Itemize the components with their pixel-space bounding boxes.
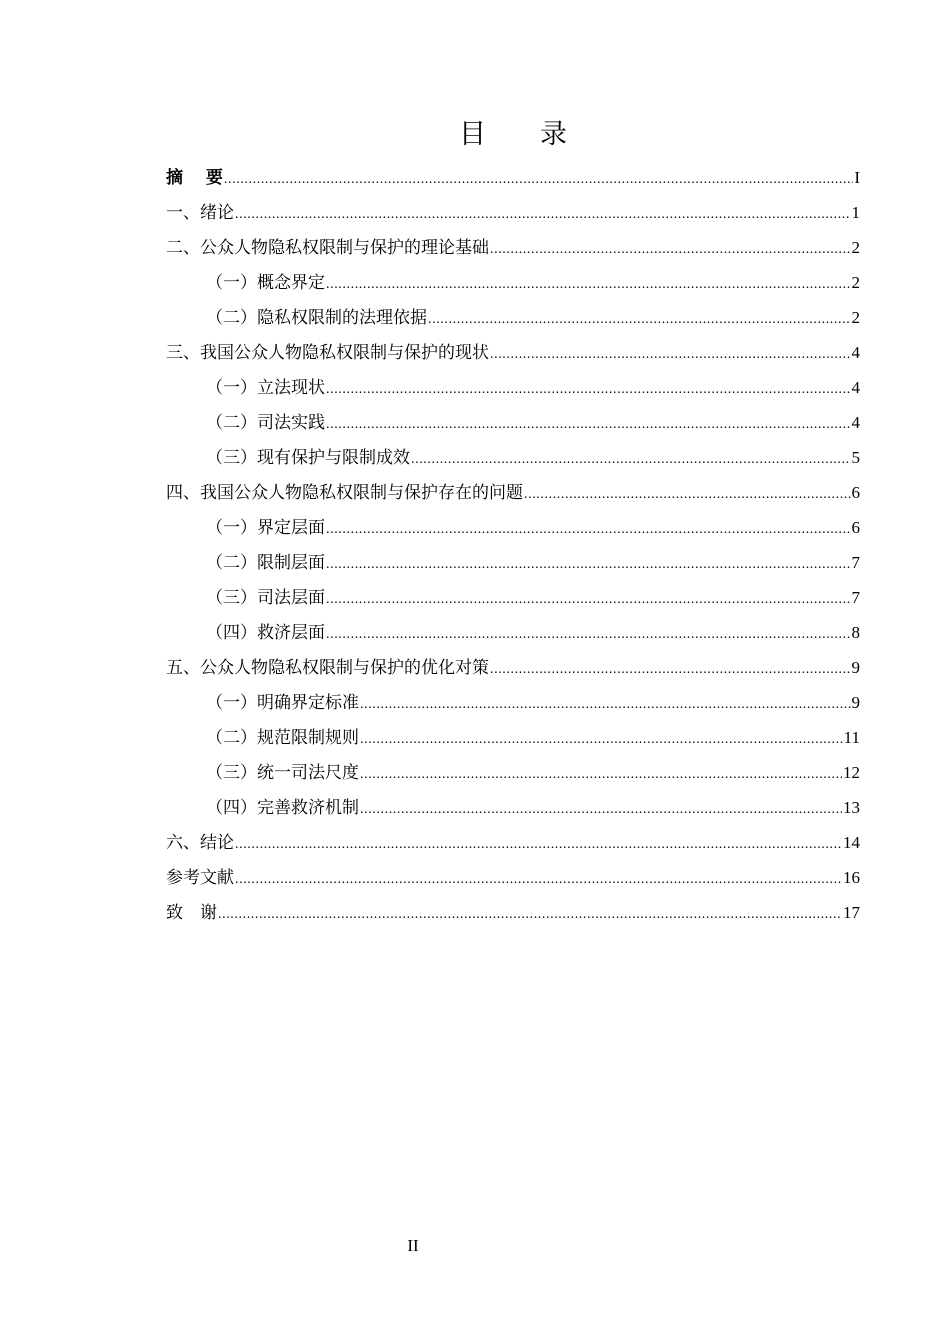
- toc-entry-label: 参考文献: [166, 868, 234, 888]
- toc-entry-page: 6: [851, 518, 860, 537]
- toc-entry-chapter-3[interactable]: [166, 335, 860, 370]
- toc-entry-page: 1: [851, 203, 860, 222]
- dot-leader: [360, 722, 843, 757]
- dot-leader: [326, 547, 851, 582]
- toc-entry-label: （四）救济层面: [206, 623, 325, 643]
- toc-entry-page: 11: [843, 728, 860, 747]
- table-of-contents: [166, 160, 860, 930]
- toc-entry-label: 五、公众人物隐私权限制与保护的优化对策: [166, 658, 489, 678]
- toc-entry-label: 三、我国公众人物隐私权限制与保护的现状: [166, 343, 489, 363]
- dot-leader: [235, 197, 851, 232]
- footer-page-number: II: [407, 1236, 419, 1255]
- toc-entry-page: 2: [851, 238, 860, 257]
- toc-entry-section-5-4[interactable]: [166, 790, 860, 825]
- toc-entry-label: （二）限制层面: [206, 553, 325, 573]
- toc-entry-page: 16: [843, 868, 860, 887]
- toc-entry-section-4-4[interactable]: [166, 615, 860, 650]
- toc-entry-label: （一）概念界定: [206, 273, 325, 293]
- toc-entry-label: （一）立法现状: [206, 378, 325, 398]
- toc-entry-page: 9: [851, 658, 860, 677]
- toc-entry-label: 六、结论: [166, 833, 234, 853]
- toc-entry-label: （二）隐私权限制的法理依据: [206, 308, 427, 328]
- toc-entry-label: （二）司法实践: [206, 413, 325, 433]
- toc-entry-section-5-3[interactable]: [166, 755, 860, 790]
- dot-leader: [428, 302, 851, 337]
- toc-entry-page: 4: [851, 378, 860, 397]
- dot-leader: [224, 162, 853, 197]
- toc-entry-section-5-1[interactable]: [166, 685, 860, 720]
- dot-leader: [490, 337, 851, 372]
- toc-entry-label: （一）明确界定标准: [206, 693, 359, 713]
- toc-entry-introduction[interactable]: [166, 195, 860, 230]
- dot-leader: [235, 862, 842, 897]
- page-title: [0, 112, 950, 151]
- toc-entry-label: 四、我国公众人物隐私权限制与保护存在的问题: [166, 483, 523, 503]
- toc-entry-label: 致 谢: [166, 903, 217, 923]
- dot-leader: [326, 512, 851, 547]
- toc-entry-page: 8: [851, 623, 860, 642]
- toc-entry-label: 一、绪论: [166, 203, 234, 223]
- toc-entry-section-3-3[interactable]: [166, 440, 860, 475]
- toc-entry-label: （二）规范限制规则: [206, 728, 359, 748]
- toc-entry-chapter-5[interactable]: [166, 650, 860, 685]
- toc-entry-section-5-2[interactable]: [166, 720, 860, 755]
- toc-entry-page: I: [854, 168, 860, 187]
- toc-entry-page: 9: [851, 693, 860, 712]
- toc-entry-page: 12: [843, 763, 860, 782]
- dot-leader: [524, 477, 851, 512]
- toc-entry-section-4-1[interactable]: [166, 510, 860, 545]
- dot-leader: [360, 792, 842, 827]
- toc-entry-label: （一）界定层面: [206, 518, 325, 538]
- toc-entry-label: 摘 要: [166, 168, 223, 188]
- toc-entry-chapter-2[interactable]: [166, 230, 860, 265]
- toc-entry-label: （三）司法层面: [206, 588, 325, 608]
- toc-entry-page: 4: [851, 413, 860, 432]
- dot-leader: [411, 442, 851, 477]
- toc-entry-page: 17: [843, 903, 860, 922]
- dot-leader: [235, 827, 842, 862]
- dot-leader: [218, 897, 842, 932]
- toc-entry-page: 7: [851, 553, 860, 572]
- toc-entry-page: 14: [843, 833, 860, 852]
- toc-entry-page: 2: [851, 273, 860, 292]
- dot-leader: [326, 372, 851, 407]
- toc-entry-abstract[interactable]: [166, 160, 860, 195]
- toc-entry-page: 13: [843, 798, 860, 817]
- dot-leader: [326, 582, 851, 617]
- toc-entry-label: 二、公众人物隐私权限制与保护的理论基础: [166, 238, 489, 258]
- toc-entry-section-2-1[interactable]: [166, 265, 860, 300]
- toc-entry-label: （四）完善救济机制: [206, 798, 359, 818]
- toc-entry-section-3-2[interactable]: [166, 405, 860, 440]
- toc-entry-section-3-1[interactable]: [166, 370, 860, 405]
- dot-leader: [326, 407, 851, 442]
- toc-entry-page: 2: [851, 308, 860, 327]
- toc-entry-acknowledgements[interactable]: [166, 895, 860, 930]
- toc-entry-references[interactable]: [166, 860, 860, 895]
- page-title-char-1: 目: [459, 119, 486, 150]
- toc-entry-conclusion[interactable]: [166, 825, 860, 860]
- toc-entry-page: 7: [851, 588, 860, 607]
- toc-entry-section-2-2[interactable]: [166, 300, 860, 335]
- dot-leader: [360, 757, 842, 792]
- dot-leader: [326, 617, 851, 652]
- dot-leader: [490, 652, 851, 687]
- dot-leader: [490, 232, 851, 267]
- dot-leader: [326, 267, 851, 302]
- toc-entry-section-4-2[interactable]: [166, 545, 860, 580]
- toc-entry-label: （三）统一司法尺度: [206, 763, 359, 783]
- dot-leader: [360, 687, 851, 722]
- toc-entry-page: 6: [851, 483, 860, 502]
- toc-entry-section-4-3[interactable]: [166, 580, 860, 615]
- toc-entry-page: 4: [851, 343, 860, 362]
- page-title-char-2: 录: [540, 119, 567, 150]
- toc-entry-label: （三）现有保护与限制成效: [206, 448, 410, 468]
- toc-entry-page: 5: [851, 448, 860, 467]
- toc-entry-chapter-4[interactable]: [166, 475, 860, 510]
